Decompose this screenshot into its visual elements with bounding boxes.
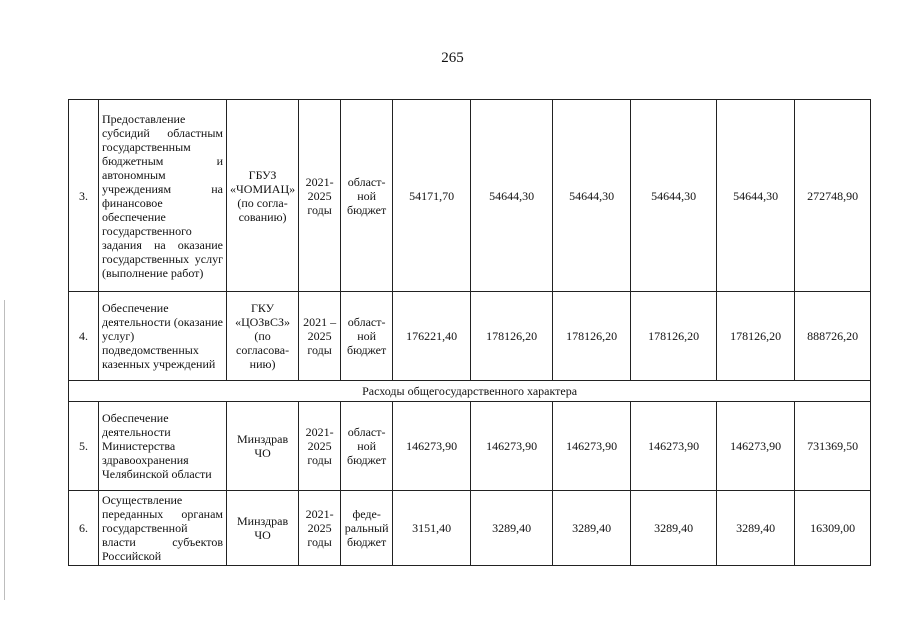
page-number: 265 xyxy=(441,50,464,66)
value-2023: 54644,30 xyxy=(553,100,631,292)
value-2023: 146273,90 xyxy=(553,402,631,491)
value-2024: 3289,40 xyxy=(631,491,717,566)
value-2024: 178126,20 xyxy=(631,292,717,381)
executor: ГКУ «ЦОЗвСЗ» (по согласова-нию) xyxy=(227,292,299,381)
value-2022: 146273,90 xyxy=(471,402,553,491)
event-name: Обеспечение деятельности Министерства здравоохранения Челябинской области xyxy=(99,402,227,491)
table-row xyxy=(69,402,871,491)
value-2025: 146273,90 xyxy=(717,402,795,491)
value-2021: 54171,70 xyxy=(393,100,471,292)
row-number: 5. xyxy=(69,402,99,491)
period: 2021-2025 годы xyxy=(299,491,341,566)
period: 2021-2025 годы xyxy=(299,402,341,491)
value-2025: 178126,20 xyxy=(717,292,795,381)
value-2025: 54644,30 xyxy=(717,100,795,292)
executor: Минздрав ЧО xyxy=(227,402,299,491)
section-header-row xyxy=(69,381,871,402)
row-number: 6. xyxy=(69,491,99,566)
value-2023: 178126,20 xyxy=(553,292,631,381)
value-2024: 54644,30 xyxy=(631,100,717,292)
event-name: Предоставление субсидий областным государственным бюджетным и автономным учреждениям на финансовое обеспечение государственного задания на оказание государственных услуг (выполнение работ) xyxy=(99,100,227,292)
funding-source: област-ной бюджет xyxy=(341,100,393,292)
budget-table xyxy=(68,99,871,566)
row-number: 4. xyxy=(69,292,99,381)
value-2021: 176221,40 xyxy=(393,292,471,381)
period: 2021-2025 годы xyxy=(299,100,341,292)
value-2022: 3289,40 xyxy=(471,491,553,566)
table-row xyxy=(69,491,871,566)
funding-source: област-ной бюджет xyxy=(341,292,393,381)
value-total: 731369,50 xyxy=(795,402,871,491)
scan-edge-line xyxy=(4,300,5,600)
value-total: 272748,90 xyxy=(795,100,871,292)
event-name: Обеспечение деятельности (оказание услуг) подведомственных казенных учреждений xyxy=(99,292,227,381)
value-2024: 146273,90 xyxy=(631,402,717,491)
section-header: Расходы общегосударственного характера xyxy=(69,381,871,402)
funding-source: област-ной бюджет xyxy=(341,402,393,491)
funding-source: феде-ральный бюджет xyxy=(341,491,393,566)
value-total: 888726,20 xyxy=(795,292,871,381)
value-total: 16309,00 xyxy=(795,491,871,566)
period: 2021 – 2025 годы xyxy=(299,292,341,381)
table-row xyxy=(69,292,871,381)
executor: Минздрав ЧО xyxy=(227,491,299,566)
event-name: Осуществление переданных органам государственной власти субъектов Российской xyxy=(99,491,227,566)
value-2022: 178126,20 xyxy=(471,292,553,381)
row-number: 3. xyxy=(69,100,99,292)
executor: ГБУЗ «ЧОМИАЦ» (по согла-сованию) xyxy=(227,100,299,292)
value-2022: 54644,30 xyxy=(471,100,553,292)
value-2025: 3289,40 xyxy=(717,491,795,566)
value-2021: 3151,40 xyxy=(393,491,471,566)
value-2023: 3289,40 xyxy=(553,491,631,566)
table-row xyxy=(69,100,871,292)
value-2021: 146273,90 xyxy=(393,402,471,491)
